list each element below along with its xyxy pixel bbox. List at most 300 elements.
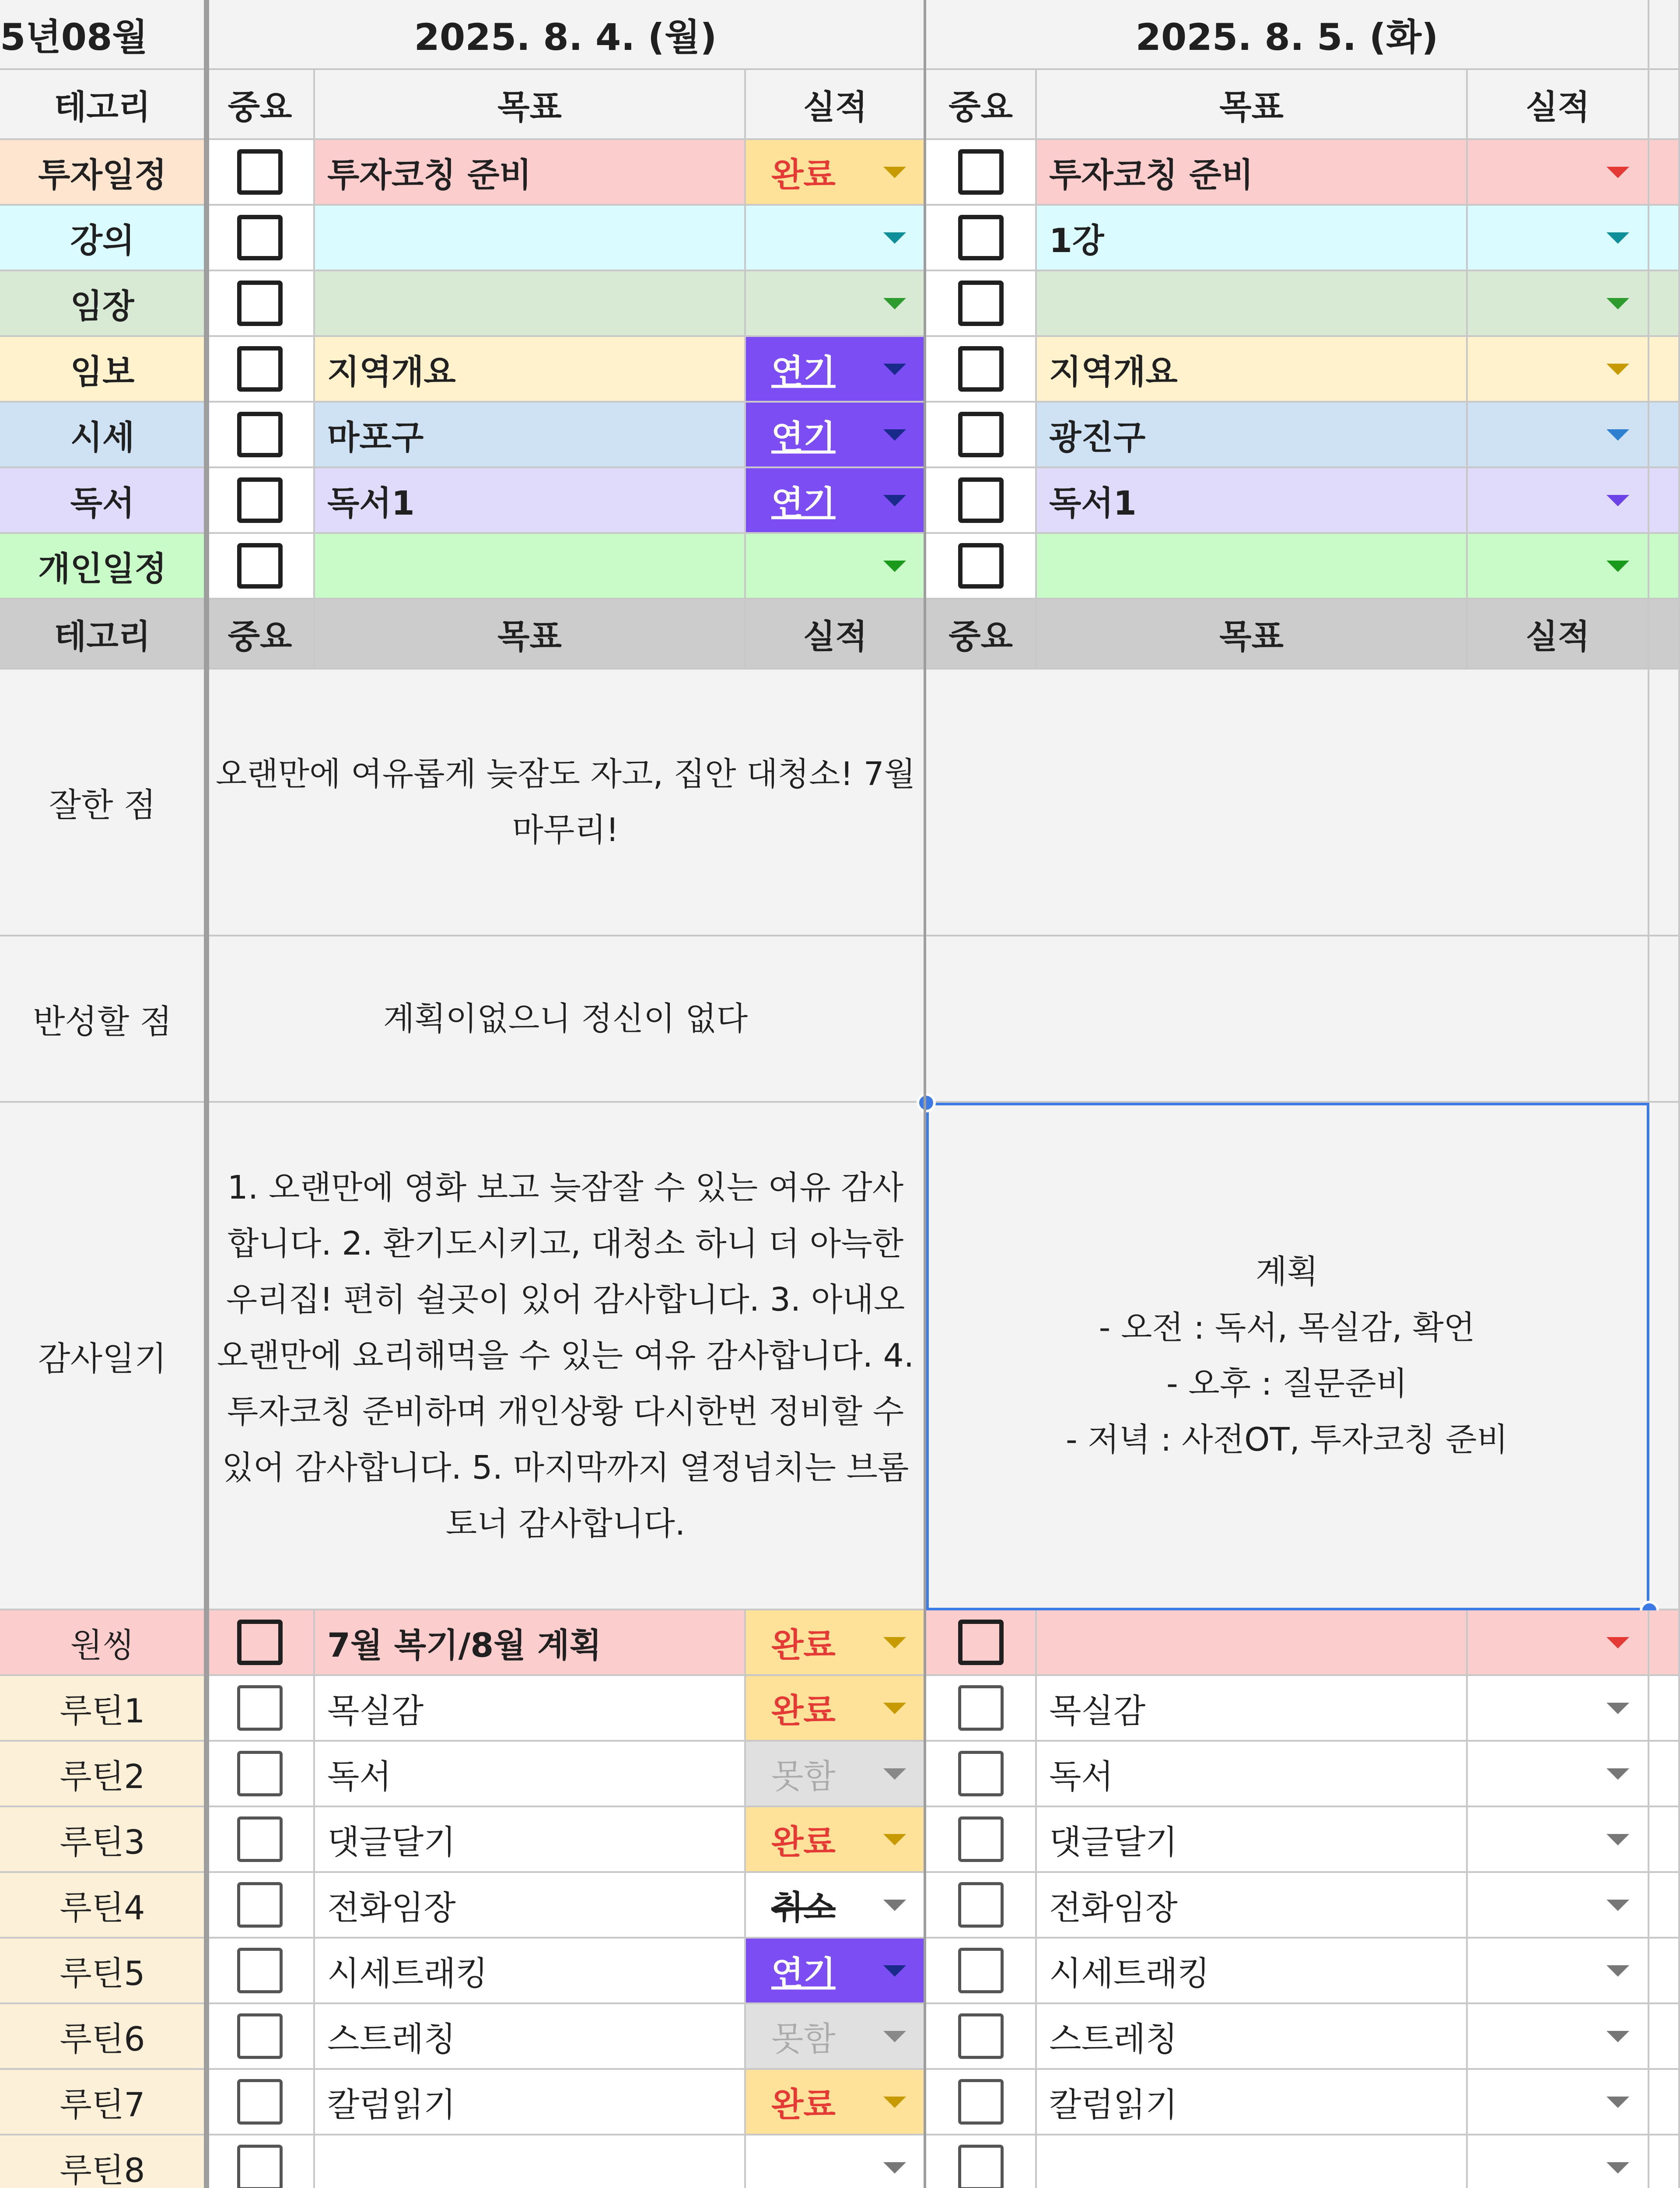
status-value: 완료 xyxy=(771,2085,836,2124)
checkbox[interactable] xyxy=(958,477,1004,523)
goal-cell[interactable] xyxy=(1037,337,1468,403)
category-label: 시세 xyxy=(70,417,135,457)
goal-text: 광진구 xyxy=(1049,417,1146,457)
result-dropdown[interactable] xyxy=(746,1676,926,1742)
status-value: 완료 xyxy=(771,1822,836,1862)
month-title: 5년08월 xyxy=(0,15,148,59)
result-dropdown[interactable] xyxy=(746,1873,926,1939)
goal-text: 마포구 xyxy=(327,417,424,457)
goal-text: 7월 복기/8월 계획 xyxy=(327,1625,602,1665)
result-dropdown[interactable] xyxy=(746,534,926,600)
important-cell[interactable] xyxy=(206,2135,315,2188)
selection-outline xyxy=(926,1103,1649,1610)
goal-text: 독서1 xyxy=(327,483,415,522)
checkbox[interactable] xyxy=(237,1620,283,1665)
checkbox[interactable] xyxy=(237,215,283,260)
goal-cell[interactable] xyxy=(315,337,746,403)
status-value: 못함 xyxy=(771,1757,836,1796)
dropdown-arrow-icon[interactable] xyxy=(1606,1768,1629,1780)
category-label: 독서 xyxy=(70,483,135,522)
result-dropdown[interactable] xyxy=(746,1807,926,1873)
dropdown-arrow-icon[interactable] xyxy=(1606,1703,1629,1714)
goal-text: 시세트래킹 xyxy=(327,1953,488,1993)
dropdown-arrow-icon[interactable] xyxy=(883,495,906,506)
header-goal[interactable] xyxy=(1037,70,1468,140)
important-cell[interactable] xyxy=(926,2070,1037,2135)
result-dropdown[interactable] xyxy=(746,271,926,337)
routine-category[interactable] xyxy=(0,1939,206,2004)
dropdown-arrow-icon[interactable] xyxy=(1606,2031,1629,2042)
gratitude-journal-text: 1. 오랜만에 영화 보고 늦잠잘 수 있는 여유 감사합니다. 2. 환기도시키고, 대청소 하니 더 아늑한 우리집! 편히 쉴곳이 있어 감사합니다. 3. 아내오 오랜만에 요리해먹을 수 있는 여유 감사합니다. 4. 투자코칭 준비하며 개인상황 다시한번 정비할 수 있어 감사합니다. 5. 마지막까지 열정넘치는 브롬토너 감사합니다. xyxy=(217,1169,914,1543)
result-dropdown[interactable] xyxy=(1468,1610,1649,1676)
checkbox[interactable] xyxy=(237,1685,283,1731)
header-goal[interactable] xyxy=(315,600,746,670)
category-label: 임장 xyxy=(70,286,135,326)
next-column-cell[interactable] xyxy=(1649,1610,1680,1676)
category-cell[interactable] xyxy=(0,271,206,337)
goal-cell[interactable] xyxy=(315,403,746,468)
checkbox[interactable] xyxy=(958,2145,1004,2188)
important-cell[interactable] xyxy=(926,271,1037,337)
important-cell[interactable] xyxy=(206,337,315,403)
goal-cell[interactable] xyxy=(1037,534,1468,600)
checkbox[interactable] xyxy=(958,1685,1004,1731)
goal-text: 목실감 xyxy=(1049,1691,1146,1730)
result-dropdown[interactable] xyxy=(1468,206,1649,271)
category-cell[interactable] xyxy=(0,337,206,403)
routine-category[interactable] xyxy=(0,2135,206,2188)
gratitude-journal-day1[interactable] xyxy=(206,1103,926,1610)
goal-cell[interactable] xyxy=(315,1610,746,1676)
goal-text: 전화임장 xyxy=(1049,1888,1178,1927)
dropdown-arrow-icon[interactable] xyxy=(1606,167,1629,178)
dropdown-arrow-icon[interactable] xyxy=(883,2162,906,2174)
next-column-cell[interactable] xyxy=(1649,2070,1680,2135)
dropdown-arrow-icon[interactable] xyxy=(883,2097,906,2108)
checkbox[interactable] xyxy=(958,1816,1004,1862)
checkbox[interactable] xyxy=(237,1816,283,1862)
goal-cell[interactable] xyxy=(1037,271,1468,337)
checkbox[interactable] xyxy=(237,346,283,392)
result-dropdown[interactable] xyxy=(1468,1939,1649,2004)
checkbox[interactable] xyxy=(237,412,283,457)
date-day1: 2025. 8. 4. (월) xyxy=(414,15,717,59)
status-value: 완료 xyxy=(771,1625,836,1665)
checkbox[interactable] xyxy=(958,215,1004,260)
result-dropdown[interactable] xyxy=(1468,2070,1649,2135)
header-label: 테고리 xyxy=(54,617,151,656)
header-label: 중요 xyxy=(948,87,1013,126)
header-label: 실적 xyxy=(803,87,868,126)
header-label: 목표 xyxy=(1219,87,1284,126)
routine-category[interactable] xyxy=(0,1807,206,1873)
routine-category[interactable] xyxy=(0,1873,206,1939)
important-cell[interactable] xyxy=(206,2004,315,2070)
header-result[interactable] xyxy=(746,70,926,140)
result-dropdown[interactable] xyxy=(1468,1676,1649,1742)
column-divider xyxy=(924,0,926,2188)
dropdown-arrow-icon[interactable] xyxy=(883,298,906,309)
goal-text: 시세트래킹 xyxy=(1049,1953,1210,1993)
category-label: 임보 xyxy=(70,352,135,391)
result-dropdown[interactable] xyxy=(1468,140,1649,206)
onething-category[interactable] xyxy=(0,1610,206,1676)
routine-category[interactable] xyxy=(0,1742,206,1807)
dropdown-arrow-icon[interactable] xyxy=(883,1703,906,1714)
goal-cell[interactable] xyxy=(315,1807,746,1873)
goal-text: 스트레칭 xyxy=(1049,2019,1178,2058)
plan-line: - 오전 : 독서, 목실감, 확언 xyxy=(1099,1309,1475,1346)
important-cell[interactable] xyxy=(926,1676,1037,1742)
dropdown-arrow-icon[interactable] xyxy=(1606,429,1629,441)
category-cell[interactable] xyxy=(0,140,206,206)
result-dropdown[interactable] xyxy=(746,403,926,468)
routine-category[interactable] xyxy=(0,1676,206,1742)
header-result[interactable] xyxy=(1468,70,1649,140)
checkbox[interactable] xyxy=(958,1620,1004,1665)
goal-text: 독서 xyxy=(327,1757,392,1796)
category-label: 루틴5 xyxy=(60,1953,145,1993)
goal-cell[interactable] xyxy=(315,2004,746,2070)
result-dropdown[interactable] xyxy=(1468,2135,1649,2188)
goal-cell[interactable] xyxy=(1037,2004,1468,2070)
status-value: 완료 xyxy=(771,155,836,194)
goal-text: 댓글달기 xyxy=(1049,1822,1178,1862)
goal-cell[interactable] xyxy=(1037,206,1468,271)
goal-text: 투자코칭 준비 xyxy=(1049,155,1253,194)
goal-text: 지역개요 xyxy=(327,352,456,391)
goal-cell[interactable] xyxy=(315,1939,746,2004)
dropdown-arrow-icon[interactable] xyxy=(1606,1900,1629,1911)
checkbox[interactable] xyxy=(237,149,283,195)
reflection-text: 계획이없으니 정신이 없다 xyxy=(383,1000,748,1038)
goal-cell[interactable] xyxy=(1037,1873,1468,1939)
header-important[interactable] xyxy=(926,70,1037,140)
next-column-cell[interactable] xyxy=(1649,2135,1680,2188)
reflection-label-cell[interactable] xyxy=(0,936,206,1103)
checkbox[interactable] xyxy=(237,2013,283,2059)
result-dropdown[interactable] xyxy=(1468,337,1649,403)
goal-text: 독서1 xyxy=(1049,483,1137,522)
dropdown-arrow-icon[interactable] xyxy=(883,364,906,375)
plan-title: 계획 xyxy=(1256,1253,1318,1290)
important-cell[interactable] xyxy=(926,403,1037,468)
gratitude-journal-label: 감사일기 xyxy=(38,1339,167,1378)
goal-cell[interactable] xyxy=(315,206,746,271)
next-column-cell[interactable] xyxy=(1649,600,1680,670)
header-goal[interactable] xyxy=(1037,600,1468,670)
next-column-cell[interactable] xyxy=(1649,1742,1680,1807)
goal-cell[interactable] xyxy=(1037,1939,1468,2004)
header-label: 테고리 xyxy=(54,87,151,126)
important-cell[interactable] xyxy=(926,1610,1037,1676)
goal-cell[interactable] xyxy=(1037,1676,1468,1742)
good-points-day1[interactable] xyxy=(206,670,926,936)
header-important[interactable] xyxy=(206,70,315,140)
goal-text: 지역개요 xyxy=(1049,352,1178,391)
checkbox[interactable] xyxy=(958,2013,1004,2059)
selection-handle[interactable] xyxy=(917,1093,936,1112)
goal-text: 칼럼읽기 xyxy=(327,2085,456,2124)
header-label: 중요 xyxy=(228,617,292,656)
next-column-cell[interactable] xyxy=(1649,140,1680,206)
dropdown-arrow-icon[interactable] xyxy=(883,561,906,572)
important-cell[interactable] xyxy=(206,271,315,337)
header-label: 실적 xyxy=(1526,617,1590,656)
category-cell[interactable] xyxy=(0,534,206,600)
next-column-cell[interactable] xyxy=(1649,1939,1680,2004)
reflection-day2[interactable] xyxy=(926,936,1649,1103)
routine-category[interactable] xyxy=(0,2070,206,2135)
next-column-cell[interactable] xyxy=(1649,206,1680,271)
header-label: 중요 xyxy=(948,617,1013,656)
next-column-cell[interactable] xyxy=(1649,2004,1680,2070)
header-result[interactable] xyxy=(1468,600,1649,670)
category-label: 루틴8 xyxy=(60,2150,145,2188)
result-dropdown[interactable] xyxy=(1468,2004,1649,2070)
next-column-cell[interactable] xyxy=(1649,670,1680,936)
good-points-day2[interactable] xyxy=(926,670,1649,936)
goal-cell[interactable] xyxy=(315,1873,746,1939)
goal-cell[interactable] xyxy=(1037,2070,1468,2135)
header-result[interactable] xyxy=(746,600,926,670)
dropdown-arrow-icon[interactable] xyxy=(883,2031,906,2042)
checkbox[interactable] xyxy=(958,1751,1004,1796)
checkbox[interactable] xyxy=(958,543,1004,589)
status-value: 연기 xyxy=(771,483,836,522)
dropdown-arrow-icon[interactable] xyxy=(1606,495,1629,506)
goal-cell[interactable] xyxy=(315,1742,746,1807)
dropdown-arrow-icon[interactable] xyxy=(883,1900,906,1911)
important-cell[interactable] xyxy=(926,468,1037,534)
important-cell[interactable] xyxy=(926,140,1037,206)
result-dropdown[interactable] xyxy=(746,337,926,403)
result-dropdown[interactable] xyxy=(1468,534,1649,600)
important-cell[interactable] xyxy=(926,1939,1037,2004)
next-column-cell[interactable] xyxy=(1649,337,1680,403)
dropdown-arrow-icon[interactable] xyxy=(1606,2162,1629,2174)
goal-cell[interactable] xyxy=(1037,468,1468,534)
category-label: 루틴3 xyxy=(60,1822,145,1862)
result-dropdown[interactable] xyxy=(746,1939,926,2004)
result-dropdown[interactable] xyxy=(746,1610,926,1676)
checkbox[interactable] xyxy=(958,149,1004,195)
checkbox[interactable] xyxy=(237,477,283,523)
next-column-cell[interactable] xyxy=(1649,1873,1680,1939)
dropdown-arrow-icon[interactable] xyxy=(1606,364,1629,375)
next-column-cell[interactable] xyxy=(1649,70,1680,140)
category-cell[interactable] xyxy=(0,468,206,534)
important-cell[interactable] xyxy=(926,534,1037,600)
category-label: 원씽 xyxy=(70,1625,135,1665)
result-dropdown[interactable] xyxy=(746,468,926,534)
goal-cell[interactable] xyxy=(1037,403,1468,468)
dropdown-arrow-icon[interactable] xyxy=(883,1834,906,1845)
goal-cell[interactable] xyxy=(315,2135,746,2188)
next-column-cell[interactable] xyxy=(1649,403,1680,468)
dropdown-arrow-icon[interactable] xyxy=(883,1637,906,1648)
important-cell[interactable] xyxy=(206,1873,315,1939)
result-dropdown[interactable] xyxy=(1468,468,1649,534)
result-dropdown[interactable] xyxy=(1468,1742,1649,1807)
checkbox[interactable] xyxy=(237,281,283,326)
important-cell[interactable] xyxy=(206,2070,315,2135)
result-dropdown[interactable] xyxy=(1468,271,1649,337)
result-dropdown[interactable] xyxy=(746,1742,926,1807)
goal-cell[interactable] xyxy=(315,140,746,206)
header-important[interactable] xyxy=(926,600,1037,670)
dropdown-arrow-icon[interactable] xyxy=(883,429,906,441)
checkbox[interactable] xyxy=(237,1882,283,1928)
checkbox[interactable] xyxy=(958,2079,1004,2125)
result-dropdown[interactable] xyxy=(1468,403,1649,468)
next-column-cell[interactable] xyxy=(1649,534,1680,600)
status-value: 연기 xyxy=(771,417,836,457)
category-label: 투자일정 xyxy=(38,155,167,194)
header-important[interactable] xyxy=(206,600,315,670)
checkbox[interactable] xyxy=(958,1882,1004,1928)
goal-text: 목실감 xyxy=(327,1691,424,1730)
dropdown-arrow-icon[interactable] xyxy=(1606,1637,1629,1648)
header-category[interactable] xyxy=(0,70,206,140)
goal-text: 독서 xyxy=(1049,1757,1113,1796)
checkbox[interactable] xyxy=(958,281,1004,326)
important-cell[interactable] xyxy=(206,206,315,271)
category-cell[interactable] xyxy=(0,206,206,271)
gratitude-journal-label-cell[interactable] xyxy=(0,1103,206,1610)
checkbox[interactable] xyxy=(958,346,1004,392)
important-cell[interactable] xyxy=(926,2135,1037,2188)
good-points-label-cell[interactable] xyxy=(0,670,206,936)
result-dropdown[interactable] xyxy=(1468,1873,1649,1939)
important-cell[interactable] xyxy=(926,1807,1037,1873)
header-goal[interactable] xyxy=(315,70,746,140)
result-dropdown[interactable] xyxy=(1468,1807,1649,1873)
important-cell[interactable] xyxy=(926,206,1037,271)
header-label: 실적 xyxy=(1526,87,1590,126)
reflection-day1[interactable] xyxy=(206,936,926,1103)
status-value: 취소 xyxy=(771,1888,836,1927)
dropdown-arrow-icon[interactable] xyxy=(1606,1834,1629,1845)
dropdown-arrow-icon[interactable] xyxy=(883,1965,906,1977)
goal-text: 칼럼읽기 xyxy=(1049,2085,1178,2124)
important-cell[interactable] xyxy=(206,1807,315,1873)
month-title-cell[interactable] xyxy=(0,0,206,70)
goal-text: 스트레칭 xyxy=(327,2019,456,2058)
dropdown-arrow-icon[interactable] xyxy=(883,167,906,178)
important-cell[interactable] xyxy=(926,337,1037,403)
good-points-text: 오랜만에 여유롭게 늦잠도 자고, 집안 대청소! 7월 마무리! xyxy=(215,755,916,849)
checkbox[interactable] xyxy=(237,1948,283,1993)
date-header-day2[interactable] xyxy=(926,0,1649,70)
header-label: 목표 xyxy=(497,617,562,656)
dropdown-arrow-icon[interactable] xyxy=(1606,2097,1629,2108)
goal-text: 전화임장 xyxy=(327,1888,456,1927)
goal-text: 1강 xyxy=(1049,221,1105,260)
date-day2: 2025. 8. 5. (화) xyxy=(1135,15,1438,59)
result-dropdown[interactable] xyxy=(746,2070,926,2135)
checkbox[interactable] xyxy=(237,2079,283,2125)
status-value: 연기 xyxy=(771,352,836,391)
goal-text: 투자코칭 준비 xyxy=(327,155,532,194)
important-cell[interactable] xyxy=(206,1939,315,2004)
checkbox[interactable] xyxy=(237,543,283,589)
next-column-cell[interactable] xyxy=(1649,1676,1680,1742)
important-cell[interactable] xyxy=(206,403,315,468)
dropdown-arrow-icon[interactable] xyxy=(1606,1965,1629,1977)
checkbox[interactable] xyxy=(237,1751,283,1796)
goal-cell[interactable] xyxy=(1037,1807,1468,1873)
result-dropdown[interactable] xyxy=(746,206,926,271)
header-label: 중요 xyxy=(228,87,292,126)
routine-category[interactable] xyxy=(0,2004,206,2070)
checkbox[interactable] xyxy=(237,2145,283,2188)
dropdown-arrow-icon[interactable] xyxy=(1606,298,1629,309)
column-divider xyxy=(204,0,209,2188)
category-label: 루틴6 xyxy=(60,2019,145,2058)
category-label: 개인일정 xyxy=(38,549,167,588)
important-cell[interactable] xyxy=(926,1873,1037,1939)
important-cell[interactable] xyxy=(206,1742,315,1807)
important-cell[interactable] xyxy=(926,2004,1037,2070)
goal-text: 댓글달기 xyxy=(327,1822,456,1862)
checkbox[interactable] xyxy=(958,412,1004,457)
next-column-cell[interactable] xyxy=(1649,1103,1680,1610)
goal-cell[interactable] xyxy=(1037,2135,1468,2188)
dropdown-arrow-icon[interactable] xyxy=(1606,561,1629,572)
goal-cell[interactable] xyxy=(1037,1610,1468,1676)
dropdown-arrow-icon[interactable] xyxy=(1606,232,1629,244)
plan-line: - 저녁 : 사전OT, 투자코칭 준비 xyxy=(1065,1421,1508,1459)
important-cell[interactable] xyxy=(206,140,315,206)
goal-cell[interactable] xyxy=(315,534,746,600)
result-dropdown[interactable] xyxy=(746,2135,926,2188)
result-dropdown[interactable] xyxy=(746,2004,926,2070)
goal-cell[interactable] xyxy=(1037,1742,1468,1807)
dropdown-arrow-icon[interactable] xyxy=(883,1768,906,1780)
category-label: 루틴2 xyxy=(60,1757,145,1796)
next-column-cell[interactable] xyxy=(1649,0,1680,70)
goal-cell[interactable] xyxy=(315,468,746,534)
goal-cell[interactable] xyxy=(315,2070,746,2135)
header-label: 목표 xyxy=(497,87,562,126)
next-column-cell[interactable] xyxy=(1649,468,1680,534)
next-column-cell[interactable] xyxy=(1649,1807,1680,1873)
date-header-day1[interactable] xyxy=(206,0,926,70)
important-cell[interactable] xyxy=(206,468,315,534)
goal-cell[interactable] xyxy=(1037,140,1468,206)
plan-line: - 오후 : 질문준비 xyxy=(1166,1365,1408,1403)
category-label: 루틴1 xyxy=(60,1691,145,1730)
checkbox[interactable] xyxy=(958,1948,1004,1993)
status-value: 연기 xyxy=(771,1953,836,1993)
header-label: 실적 xyxy=(803,617,868,656)
result-dropdown[interactable] xyxy=(746,140,926,206)
category-label: 루틴4 xyxy=(60,1888,145,1927)
important-cell[interactable] xyxy=(926,1742,1037,1807)
important-cell[interactable] xyxy=(206,1676,315,1742)
important-cell[interactable] xyxy=(206,534,315,600)
good-points-label: 잘한 점 xyxy=(49,785,156,824)
important-cell[interactable] xyxy=(206,1610,315,1676)
goal-cell[interactable] xyxy=(315,1676,746,1742)
next-column-cell[interactable] xyxy=(1649,936,1680,1103)
dropdown-arrow-icon[interactable] xyxy=(883,232,906,244)
header-category[interactable] xyxy=(0,600,206,670)
category-cell[interactable] xyxy=(0,403,206,468)
goal-cell[interactable] xyxy=(315,271,746,337)
next-column-cell[interactable] xyxy=(1649,271,1680,337)
